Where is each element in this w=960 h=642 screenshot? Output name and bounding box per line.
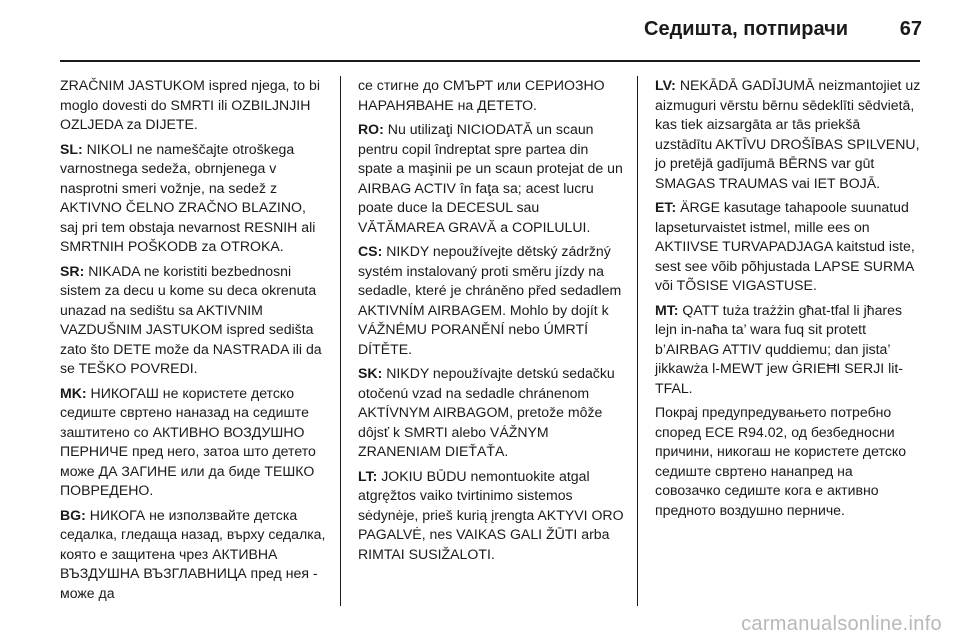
language-code: MT: xyxy=(655,301,679,318)
paragraph-text: Nu utilizaţi NICIODATĂ un scaun pentru copil îndreptat spre partea din spate a maşinii pe un scaun protejat de un AIRBAG ACTIV în faţa sa; acest lucru poate duce la DECESUL sau VĂTĂMAREA GRAVĂ a COPILULUI. xyxy=(358,121,623,235)
paragraph xyxy=(60,384,326,501)
paragraph-text: ÄRGE kasutage tahapoole suunatud lapseturvaistet istmel, mille ees on AKTIIVSE TURVAPADJAGA kaitstud iste, sest see võib põhjustada LAPSE SURMA või TÕSISE VIGASTUSE. xyxy=(655,199,915,293)
paragraph xyxy=(655,403,921,520)
paragraph xyxy=(655,301,921,399)
column-separator xyxy=(637,76,638,606)
paragraph-text: NIKADA ne koristiti bezbednosni sistem za decu u kome su deca okrenuta unazad na sedištu sa AKTIVNIM VAZDUŠNIM JASTUKOM ispred sedišta zato što DETE može da NASTRADA ili da se TEŠKO POVREDI. xyxy=(60,262,322,376)
page-number: 67 xyxy=(899,18,922,40)
language-code: LT: xyxy=(358,467,378,484)
paragraph-text: НИКОГА не използвайте детска седалка, гледаща назад, върху седалка, която е защитена чрез АКТИВНА ВЪЗДУШНА ВЪЗГЛАВНИЦА пред нея - може да xyxy=(60,506,326,601)
text-column-2 xyxy=(358,76,624,569)
paragraph xyxy=(60,262,326,379)
text-column-1 xyxy=(60,76,326,608)
header-rule xyxy=(60,60,920,62)
watermark: carmanualsonline.info xyxy=(741,613,942,635)
paragraph xyxy=(60,140,326,257)
paragraph-text: NIKDY nepoužívajte detskú sedačku otočenú vzad na sedadle chránenom AKTÍVNYM AIRBAGOM, pretože môže dôjsť k SMRTI alebo VÁŽNYM ZRANENIAM DIEŤAŤA. xyxy=(358,365,615,459)
paragraph-text: Покрај предупредувањето потребно според ECE R94.02, од безбедносни причини, никогаш не користете детско седиште свртено нанапред на совозачко седиште кога е активно предното воздушно перниче. xyxy=(655,404,907,518)
language-code: MK: xyxy=(60,384,87,401)
language-code: CS: xyxy=(358,243,383,259)
paragraph-text: NEKĀDĀ GADĪJUMĀ neizmantojiet uz aizmuguri vērstu bērnu sēdeklīti sēdvietā, kas tiek aizsargāta ar tās priekšā uzstādītu AKTĪVU DROŠĪBAS SPILVENU, jo pretējā gadījumā BĒRNS var gūt SMAGAS TRAUMAS vai IET BOJĀ. xyxy=(655,77,921,191)
language-code: SK: xyxy=(358,365,383,381)
language-code: SL: xyxy=(60,140,83,157)
language-code: SR: xyxy=(60,262,85,279)
language-code: ET: xyxy=(655,199,677,215)
paragraph xyxy=(358,364,624,462)
language-code: BG: xyxy=(60,506,86,523)
language-code: LV: xyxy=(655,77,676,93)
paragraph-text: NIKOLI ne nameščajte otroškega varnostnega sedeža, obrnjenega v nasprotni smeri vožnje, na sedež z AKTIVNO ČELNO ZRAČNO BLAZINO, saj pri tem obstaja nevarnost RESNIH ali SMRTNIH POŠKODB za OTROKA. xyxy=(60,140,316,254)
text-column-3 xyxy=(655,76,921,525)
paragraph-text: се стигне до СМЪРТ или СЕРИОЗНО НАРАНЯВАНЕ на ДЕТЕТО. xyxy=(358,77,605,113)
paragraph-text: JOKIU BŪDU nemontuokite atgal atgręžtos vaiko tvirtinimo sistemos sėdynėje, prieš kurią įrengta AKTYVI ORO PAGALVĖ, nes VAIKAS GALI ŽŪTI arba RIMTAI SUSIŽALOTI. xyxy=(358,467,624,562)
paragraph xyxy=(60,76,326,135)
paragraph xyxy=(358,76,624,115)
paragraph xyxy=(358,467,624,565)
paragraph xyxy=(655,198,921,296)
paragraph xyxy=(60,506,326,604)
page-title: Седишта, потпирачи xyxy=(644,18,848,40)
paragraph-text: NIKDY nepoužívejte dětský zádržný systém instalovaný proti směru jízdy na sedadle, které je chráněno před sedadlem AKTIVNÍM AIRBAGEM. Mohlo by dojít k VÁŽNÉMU PORANĚNÍ nebo ÚMRTÍ DÍTĚTE. xyxy=(358,243,622,357)
column-separator xyxy=(340,76,341,606)
paragraph-text: QATT tuża trażżin għat-tfal li jħares lejn in-naħa ta’ wara fuq sit protett b’AIRBAG ATTIV quddiemu; dan jista’ jikkawża l-MEWT jew ĠRIEĦI SERJI lit-TFAL. xyxy=(655,301,903,396)
paragraph xyxy=(655,76,921,193)
paragraph-text: ZRAČNIM JASTUKOM ispred njega, to bi moglo dovesti do SMRTI ili OZBILJNJIH OZLJEDA za DIJETE. xyxy=(60,77,321,132)
language-code: RO: xyxy=(358,121,384,137)
paragraph xyxy=(358,120,624,237)
paragraph xyxy=(358,242,624,359)
paragraph-text: НИКОГАШ не користете детско седиште свртено наназад на седиште заштитено со АКТИВНО ВОЗДУШНО ПЕРНИЧЕ пред него, затоа што детето може ДА ЗАГИНЕ или да биде ТЕШКО ПОВРЕДЕНО. xyxy=(60,384,316,498)
